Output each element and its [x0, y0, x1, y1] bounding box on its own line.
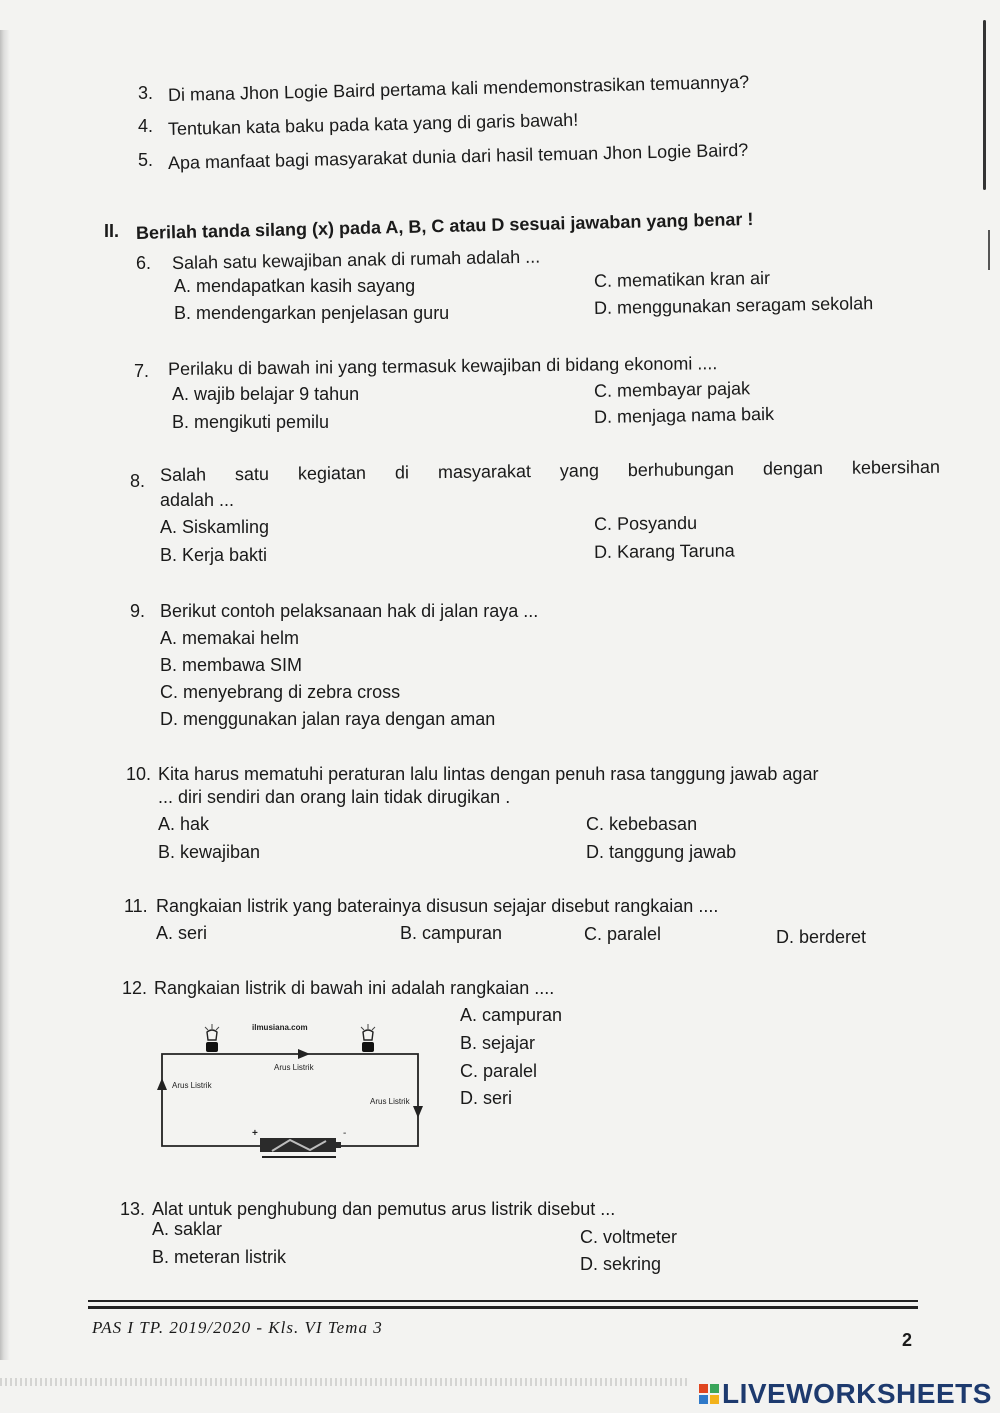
question-number: 5.: [138, 150, 154, 170]
question-text: Apa manfaat bagi masyarakat dunia dari hasil temuan Jhon Logie Baird?: [167, 139, 749, 173]
question-text: Salah satu kewajiban anak di rumah adalah ...: [171, 246, 541, 273]
brand-name: LIVEWORKSHEETS: [722, 1378, 992, 1409]
option-d[interactable]: D. tanggung jawab: [586, 842, 737, 862]
question-text: Salah satu kegiatan di masyarakat yang berhubungan dengan kebersihan: [159, 456, 941, 485]
option-b[interactable]: B. sejajar: [460, 1033, 536, 1053]
option-b[interactable]: B. mendengarkan penjelasan guru: [174, 303, 450, 323]
series-circuit-diagram: [150, 1018, 430, 1160]
option-c[interactable]: C. voltmeter: [580, 1227, 678, 1247]
question-text: Alat untuk penghubung dan pemutus arus listrik disebut ...: [152, 1199, 616, 1219]
battery-minus-sign: -: [343, 1128, 347, 1139]
scan-shadow-left: [0, 30, 10, 1360]
option-d[interactable]: D. menggunakan seragam sekolah: [593, 293, 874, 318]
question-text: Kita harus mematuhi peraturan lalu lintas dengan penuh rasa tanggung jawab agar: [158, 764, 819, 784]
question-text: Rangkaian listrik yang baterainya disusun sejajar disebut rangkaian ....: [156, 896, 719, 916]
option-a[interactable]: A. campuran: [460, 1005, 563, 1025]
option-c[interactable]: C. Posyandu: [593, 512, 698, 534]
option-c[interactable]: C. mematikan kran air: [593, 267, 771, 291]
option-d[interactable]: D. menggunakan jalan raya dengan aman: [160, 709, 496, 729]
option-a[interactable]: A. hak: [158, 814, 210, 834]
option-a[interactable]: A. wajib belajar 9 tahun: [172, 384, 360, 404]
section-number: II.: [104, 221, 120, 241]
question-number: 10.: [126, 764, 152, 784]
scan-mark-right-lower: [988, 230, 990, 270]
bulb-icon: [205, 1024, 219, 1052]
option-b[interactable]: B. campuran: [400, 923, 503, 943]
question-number: 7.: [134, 361, 150, 381]
option-a[interactable]: A. seri: [156, 923, 208, 943]
question-number: 8.: [130, 471, 146, 491]
option-a[interactable]: A. Siskamling: [160, 517, 270, 537]
question-number: 6.: [136, 253, 152, 273]
question-text: Berikut contoh pelaksanaan hak di jalan raya ...: [160, 601, 539, 621]
option-d[interactable]: D. seri: [460, 1088, 513, 1108]
current-label-right: Arus Listrik: [370, 1097, 410, 1106]
option-b[interactable]: B. kewajiban: [158, 842, 261, 862]
bulb-icon: [361, 1024, 375, 1052]
liveworksheets-logo-icon: [698, 1383, 720, 1405]
scan-mark-right: [983, 20, 986, 190]
current-arrow-up-icon: [157, 1078, 167, 1090]
footer-text: PAS I TP. 2019/2020 - Kls. VI Tema 3: [92, 1318, 383, 1337]
question-text: Perilaku di bawah ini yang termasuk kewajiban di bidang ekonomi ....: [167, 353, 718, 379]
current-arrow-right-icon: [298, 1049, 310, 1059]
footer-rule-bottom: [88, 1306, 918, 1309]
option-b[interactable]: B. meteran listrik: [152, 1247, 287, 1267]
option-d[interactable]: D. menjaga nama baik: [593, 403, 775, 427]
battery-plus-sign: +: [252, 1128, 258, 1139]
question-text: Tentukan kata baku pada kata yang di garis bawah!: [167, 109, 579, 139]
question-number: 11.: [124, 896, 148, 916]
question-number: 12.: [122, 978, 148, 998]
brand-logo[interactable]: [698, 1378, 992, 1410]
footer-rule-top: [88, 1300, 918, 1302]
watermark-text: ilmusiana.com: [252, 1023, 308, 1032]
question-text-continued: ... diri sendiri dan orang lain tidak dirugikan .: [158, 787, 511, 807]
option-c[interactable]: C. membayar pajak: [593, 378, 751, 401]
question-number: 9.: [130, 601, 146, 621]
question-text: Rangkaian listrik di bawah ini adalah rangkaian ....: [154, 978, 555, 998]
current-label-left: Arus Listrik: [172, 1081, 212, 1090]
option-d[interactable]: D. berderet: [776, 927, 867, 947]
option-c[interactable]: C. menyebrang di zebra cross: [160, 682, 401, 702]
question-number: 4.: [138, 116, 154, 136]
question-number: 13.: [120, 1199, 146, 1219]
section-instruction: Berilah tanda silang (x) pada A, B, C atau D sesuai jawaban yang benar !: [135, 208, 754, 243]
option-c[interactable]: C. paralel: [584, 924, 662, 944]
battery-icon: [260, 1138, 341, 1157]
option-b[interactable]: B. mengikuti pemilu: [172, 412, 330, 432]
scan-noise: [0, 1378, 690, 1386]
question-text-continued: adalah ...: [160, 490, 235, 510]
option-a[interactable]: A. saklar: [152, 1219, 223, 1239]
option-b[interactable]: B. membawa SIM: [160, 655, 303, 675]
question-number: 3.: [138, 83, 154, 103]
option-a[interactable]: A. memakai helm: [160, 628, 300, 648]
current-label-top: Arus Listrik: [274, 1063, 314, 1072]
current-arrow-down-icon: [413, 1106, 423, 1118]
option-c[interactable]: C. paralel: [460, 1061, 538, 1081]
option-c[interactable]: C. kebebasan: [586, 814, 698, 834]
page-number: 2: [902, 1330, 913, 1350]
question-text: Di mana Jhon Logie Baird pertama kali mendemonstrasikan temuannya?: [167, 71, 750, 105]
option-d[interactable]: D. sekring: [580, 1254, 662, 1274]
option-b[interactable]: B. Kerja bakti: [160, 545, 268, 565]
option-d[interactable]: D. Karang Taruna: [593, 540, 735, 562]
option-a[interactable]: A. mendapatkan kasih sayang: [174, 276, 416, 296]
